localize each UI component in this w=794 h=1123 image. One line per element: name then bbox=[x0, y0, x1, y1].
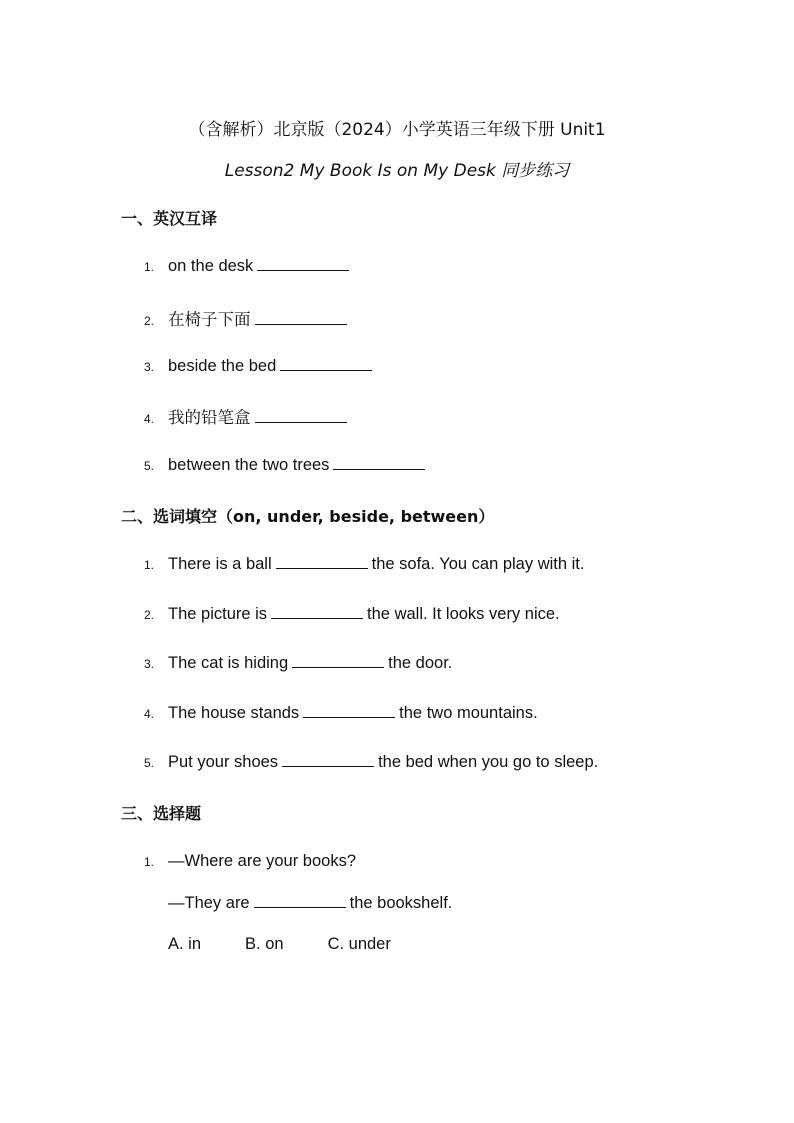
answer-blank bbox=[280, 356, 372, 371]
section-heading-multiple-choice: 三、选择题 bbox=[121, 804, 202, 823]
item-number: 3. bbox=[144, 657, 155, 671]
list-item bbox=[144, 653, 452, 673]
item-text-before: Put your shoes bbox=[168, 753, 279, 771]
list-item bbox=[144, 306, 351, 330]
item-text-before: The house stands bbox=[168, 704, 300, 722]
list-item bbox=[144, 356, 376, 376]
option-a: A. in bbox=[168, 935, 202, 953]
option-c: C. under bbox=[327, 935, 391, 953]
item-text-after: the two mountains. bbox=[399, 704, 538, 722]
item-number: 1. bbox=[144, 855, 155, 869]
item-text: 在椅子下面 bbox=[168, 311, 251, 329]
answer-blank bbox=[254, 893, 346, 908]
item-text-before: The cat is hiding bbox=[168, 654, 289, 672]
item-number: 5. bbox=[144, 756, 155, 770]
list-item bbox=[144, 604, 560, 624]
answer-text-before: —They are bbox=[168, 894, 250, 912]
section-heading-translation: 一、英汉互译 bbox=[121, 209, 218, 228]
list-item bbox=[144, 455, 429, 475]
document-title: （含解析）北京版（2024）小学英语三年级下册 Unit1 bbox=[188, 120, 606, 140]
list-item bbox=[144, 554, 584, 574]
document-subtitle: Lesson2 My Book Is on My Desk 同步练习 bbox=[224, 161, 570, 181]
list-item bbox=[144, 404, 351, 428]
item-number: 1. bbox=[144, 260, 155, 274]
answer-blank bbox=[292, 653, 384, 668]
item-number: 1. bbox=[144, 558, 155, 572]
section-heading-fill-in: 二、选词填空（on, under, beside, between） bbox=[121, 507, 495, 526]
item-text: beside the bed bbox=[168, 357, 277, 375]
options-row bbox=[168, 935, 435, 954]
answer-blank bbox=[257, 256, 349, 271]
list-item bbox=[144, 256, 353, 276]
item-number: 5. bbox=[144, 459, 155, 473]
question-line bbox=[144, 852, 356, 871]
answer-blank bbox=[255, 408, 347, 423]
item-text: between the two trees bbox=[168, 456, 330, 474]
item-text-after: the sofa. You can play with it. bbox=[371, 555, 585, 573]
item-number: 4. bbox=[144, 707, 155, 721]
item-number: 3. bbox=[144, 360, 155, 374]
answer-text-after: the bookshelf. bbox=[349, 894, 453, 912]
item-text-after: the bed when you go to sleep. bbox=[378, 753, 599, 771]
answer-blank bbox=[303, 703, 395, 718]
option-b: B. on bbox=[245, 935, 284, 953]
item-text-before: There is a ball bbox=[168, 555, 272, 573]
item-number: 2. bbox=[144, 314, 155, 328]
item-text-after: the wall. It looks very nice. bbox=[367, 605, 560, 623]
answer-blank bbox=[271, 604, 363, 619]
list-item bbox=[144, 703, 538, 723]
item-text: on the desk bbox=[168, 257, 254, 275]
item-number: 2. bbox=[144, 608, 155, 622]
answer-line bbox=[168, 893, 452, 913]
question-text: —Where are your books? bbox=[168, 852, 357, 870]
answer-blank bbox=[333, 455, 425, 470]
answer-blank bbox=[255, 310, 347, 325]
answer-blank bbox=[282, 752, 374, 767]
answer-blank bbox=[276, 554, 368, 569]
item-text-after: the door. bbox=[388, 654, 453, 672]
item-number: 4. bbox=[144, 412, 155, 426]
list-item bbox=[144, 752, 598, 772]
item-text: 我的铅笔盒 bbox=[168, 409, 251, 427]
item-text-before: The picture is bbox=[168, 605, 268, 623]
